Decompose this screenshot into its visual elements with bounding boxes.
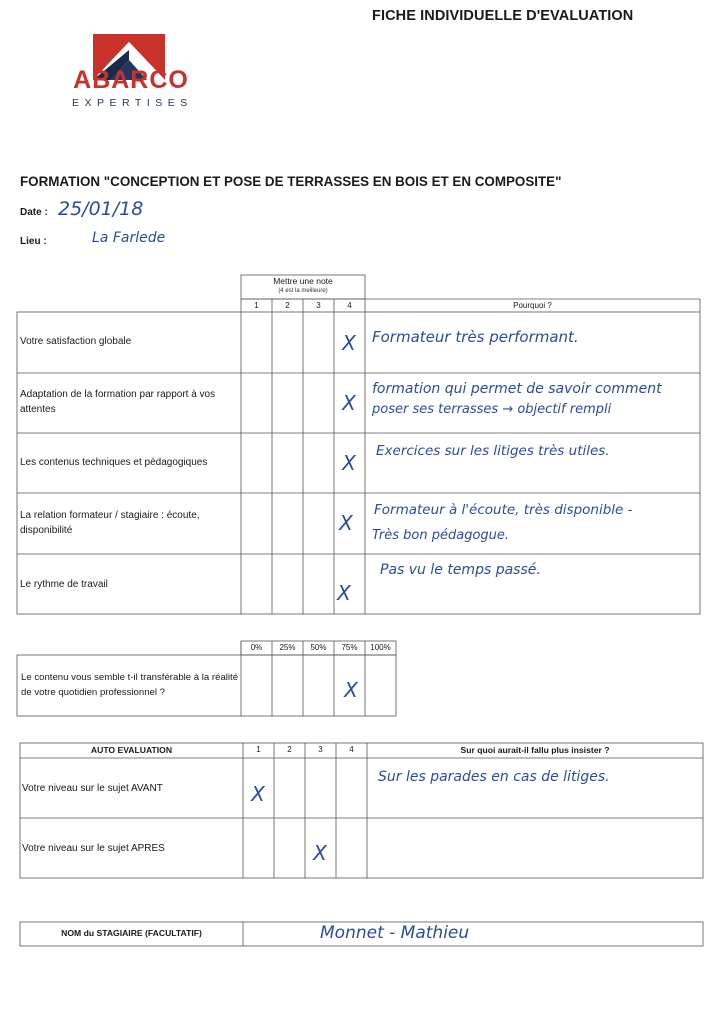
checkmark-niveau-avant: X	[251, 782, 265, 806]
question-contenus: Les contenus techniques et pédagogiques	[20, 457, 208, 468]
checkmark-satisfaction: X	[342, 331, 356, 355]
lieu-value: La Farlede	[92, 230, 166, 246]
question-niveau-apres: Votre niveau sur le sujet APRES	[22, 843, 165, 854]
comment-adaptation-line-2: poser ses terrasses → objectif rempli	[372, 402, 612, 417]
auto-eval-scale-2: 2	[287, 745, 292, 754]
trainee-name-value: Monnet - Mathieu	[320, 923, 470, 943]
comment-rythme: Pas vu le temps passé.	[380, 562, 541, 578]
formation-title: FORMATION "CONCEPTION ET POSE DE TERRASSES EN BOIS ET EN COMPOSITE"	[20, 174, 562, 189]
rating-scale-4: 4	[347, 301, 352, 310]
checkmark-contenus: X	[342, 451, 356, 475]
rating-scale-3: 3	[316, 301, 321, 310]
checkmark-transfer: X	[344, 678, 358, 702]
comment-contenus: Exercices sur les litiges très utiles.	[376, 443, 610, 459]
auto-eval-header: AUTO EVALUATION	[90, 745, 173, 755]
checkmark-rythme: X	[337, 581, 351, 605]
question-niveau-avant: Votre niveau sur le sujet AVANT	[22, 783, 163, 794]
document-title: FICHE INDIVIDUELLE D'EVALUATION	[372, 8, 634, 24]
question-relation: La relation formateur / stagiaire : écoute, disponibilité	[20, 510, 200, 536]
checkmark-adaptation: X	[342, 391, 356, 415]
auto-eval-scale-4: 4	[349, 745, 354, 754]
question-rythme: Le rythme de travail	[20, 579, 108, 590]
question-satisfaction: Votre satisfaction globale	[20, 336, 132, 347]
logo-wordmark: ABARCO	[73, 66, 189, 94]
logo-tagline: EXPERTISES	[72, 97, 193, 109]
checkmark-relation: X	[339, 511, 353, 535]
rating-subheader: (4 est la meilleure)	[278, 288, 328, 294]
comment-relation-line-1: Formateur à l'écoute, très disponible -	[374, 502, 633, 518]
question-adaptation: Adaptation de la formation par rapport à vos attentes	[20, 389, 216, 415]
transfer-scale-100: 100%	[370, 643, 391, 652]
rating-header: Mettre une note	[273, 276, 333, 286]
auto-eval-scale-1: 1	[256, 745, 261, 754]
comment-adaptation-line-1: formation qui permet de savoir comment	[372, 381, 662, 397]
comment-relation-line-2: Très bon pédagogue.	[372, 528, 510, 543]
transfer-scale-50: 50%	[310, 643, 327, 652]
insist-comment: Sur les parades en cas de litiges.	[378, 769, 610, 785]
transfer-scale-75: 75%	[341, 643, 358, 652]
question-transfer: Le contenu vous semble t-il transférable à la réalité de votre quotidien professionnel ?	[21, 672, 239, 698]
date-value: 25/01/18	[58, 198, 144, 220]
trainee-name-label: NOM du STAGIAIRE (FACULTATIF)	[61, 928, 202, 938]
transfer-scale-25: 25%	[279, 643, 296, 652]
auto-eval-scale-3: 3	[318, 745, 323, 754]
transfer-scale-0: 0%	[250, 643, 263, 652]
insist-header: Sur quoi aurait-il fallu plus insister ?	[460, 745, 610, 755]
rating-scale-2: 2	[285, 301, 290, 310]
comment-satisfaction: Formateur très performant.	[372, 328, 579, 346]
date-label: Date :	[20, 207, 48, 218]
lieu-label: Lieu :	[20, 236, 47, 247]
why-header: Pourquoi ?	[513, 301, 552, 310]
checkmark-niveau-apres: X	[313, 841, 327, 865]
rating-scale-1: 1	[254, 301, 259, 310]
